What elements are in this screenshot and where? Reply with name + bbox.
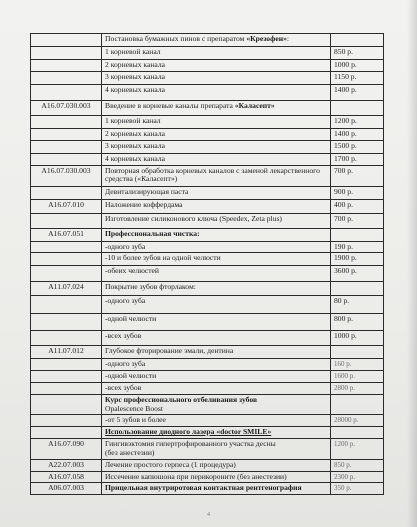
service-code: A16.07.010 [31, 199, 102, 213]
service-code [31, 331, 102, 346]
service-name-part: Девитализирующая паста [105, 186, 189, 196]
service-code [31, 116, 102, 129]
service-price: 1400 р. [331, 129, 384, 141]
service-price [331, 394, 384, 414]
service-name [102, 199, 331, 213]
service-name-part: -10 и более зубов на одной челюсти [105, 253, 221, 263]
price-row [31, 241, 384, 253]
price-row [31, 282, 384, 296]
service-name-part: (без анестезии) [105, 447, 155, 457]
service-price [331, 34, 384, 47]
service-price: 2300 р. [331, 471, 384, 483]
service-name [102, 72, 331, 85]
service-name [102, 439, 331, 460]
service-name [102, 427, 331, 439]
service-code [31, 34, 102, 47]
service-name [102, 85, 331, 101]
service-code [31, 427, 102, 439]
service-code: A16.07.030.003 [31, 101, 102, 116]
service-name-part: Лечение простого герпеса (1 процедура) [105, 460, 236, 470]
service-name [102, 383, 331, 395]
service-price: 1200 р. [331, 439, 384, 460]
service-name [102, 282, 331, 296]
price-row [31, 129, 384, 141]
price-row [31, 439, 384, 460]
service-price: 80 р. [331, 296, 384, 314]
service-name-part: -всех зубов [105, 383, 142, 393]
service-name-part: 1 корневой канал [105, 47, 161, 56]
price-row [31, 359, 384, 371]
service-code [31, 154, 102, 166]
service-name-part: Курс профессионального отбеливания зубов [105, 394, 258, 404]
service-code [31, 253, 102, 266]
service-name-part: -от 5 зубов и более [105, 415, 166, 425]
service-price: 160 р. [331, 359, 384, 371]
service-code [31, 415, 102, 427]
service-name-part: -одного зуба [105, 241, 146, 251]
service-code [31, 371, 102, 383]
service-price: 1400 р. [331, 85, 384, 101]
service-name [102, 314, 331, 331]
service-name-part: «Крезофен» [246, 34, 287, 43]
service-name [102, 101, 331, 116]
price-row [31, 253, 384, 266]
service-name [102, 359, 331, 371]
service-name [102, 129, 331, 141]
service-code [31, 213, 102, 228]
service-name-part: Прицельная внутриротовая контактная рентгенография [105, 483, 302, 493]
service-code [31, 359, 102, 371]
price-row [31, 383, 384, 395]
service-price: 400 р. [331, 199, 384, 213]
service-name-part: Иссечение капюшона при перикороните (без анестезии) [105, 471, 287, 481]
service-price [331, 282, 384, 296]
price-row [31, 85, 384, 101]
service-name-part: Использование диодного лазера «doctor SMILE» [105, 427, 272, 437]
price-row [31, 346, 384, 359]
service-name [102, 60, 331, 72]
service-name-part: -обеих челюстей [105, 266, 159, 276]
service-name [102, 296, 331, 314]
service-price [331, 427, 384, 439]
price-row [31, 427, 384, 439]
service-name [102, 253, 331, 266]
service-code: A06.07.003 [31, 483, 102, 495]
service-name-part: Постановка бумажных пинов с препаратом [105, 34, 247, 43]
price-row [31, 331, 384, 346]
service-code [31, 383, 102, 395]
service-price: 1000 р. [331, 60, 384, 72]
service-code: A11.07.024 [31, 282, 102, 296]
service-name-part: Покрытие зубов фторлаком: [105, 282, 196, 292]
service-name [102, 415, 331, 427]
price-row [31, 228, 384, 241]
service-code: A16.07.030.003 [31, 165, 102, 186]
service-name-part: Глубокое фторирование эмали, дентина [105, 346, 234, 356]
page-edge-shadow [407, 0, 417, 527]
price-row [31, 165, 384, 186]
service-name [102, 154, 331, 166]
price-row [31, 314, 384, 331]
service-name-part: -всех зубов [105, 331, 142, 341]
service-name [102, 186, 331, 199]
service-code [31, 72, 102, 85]
service-name-part: «Каласепт» [234, 101, 275, 110]
service-code: A11.07.012 [31, 346, 102, 359]
service-price: 700 р. [331, 213, 384, 228]
service-code: A16.07.090 [31, 439, 102, 460]
service-name [102, 371, 331, 383]
service-name [102, 394, 331, 414]
service-code [31, 266, 102, 282]
service-name [102, 47, 331, 60]
service-name [102, 141, 331, 154]
service-code: A16.07.051 [31, 228, 102, 241]
price-row [31, 296, 384, 314]
service-name-part: -одной челюсти [105, 371, 157, 381]
price-row [31, 199, 384, 213]
page-number: 4 [207, 512, 210, 518]
price-row [31, 34, 384, 47]
service-code [31, 60, 102, 72]
service-name-part: -одного зуба [105, 296, 146, 306]
service-name-part: Opalescence Boost [105, 403, 163, 413]
service-name-part: Наложение коффердама [105, 199, 183, 209]
service-price [331, 346, 384, 359]
service-name [102, 460, 331, 472]
service-name-part: Повторная обработка корневых каналов с заменой лекарственного средства («Каласепт») [105, 165, 320, 184]
service-name-part: 3 корневых канала [105, 72, 166, 81]
service-price: 1150 р. [331, 72, 384, 85]
service-name [102, 266, 331, 282]
service-price [331, 101, 384, 116]
service-name-part: 2 корневых канала [105, 129, 166, 138]
service-name-part: Профессиональная чистка: [105, 228, 200, 238]
price-row [31, 47, 384, 60]
service-name-part: 3 корневых канала [105, 141, 166, 150]
price-row [31, 116, 384, 129]
service-name-part: 4 корневых канала [105, 154, 166, 163]
service-price: 1700 р. [331, 154, 384, 166]
service-price: 850 р. [331, 460, 384, 472]
service-price: 1000 р. [331, 331, 384, 346]
service-code [31, 296, 102, 314]
service-price: 1500 р. [331, 141, 384, 154]
service-price: 2800 р. [331, 383, 384, 395]
price-row [31, 471, 384, 483]
service-price: 1600 р. [331, 371, 384, 383]
service-name-part: 1 корневой канал [105, 116, 161, 125]
price-row [31, 141, 384, 154]
service-code: A16.07.058 [31, 471, 102, 483]
service-code [31, 241, 102, 253]
price-row [31, 213, 384, 228]
service-price: 700 р. [331, 165, 384, 186]
service-price [331, 228, 384, 241]
service-name-part: 4 корневых канала [105, 85, 166, 94]
service-name [102, 165, 331, 186]
service-price: 800 р. [331, 314, 384, 331]
price-row [31, 101, 384, 116]
service-name [102, 331, 331, 346]
price-row [31, 460, 384, 472]
price-row [31, 154, 384, 166]
service-name [102, 34, 331, 47]
service-code [31, 141, 102, 154]
service-code [31, 47, 102, 60]
price-table [30, 33, 384, 495]
service-name [102, 228, 331, 241]
service-code [31, 85, 102, 101]
price-row [31, 72, 384, 85]
price-row [31, 266, 384, 282]
service-name [102, 471, 331, 483]
service-price: 1200 р. [331, 116, 384, 129]
service-price: 190 р. [331, 241, 384, 253]
service-name [102, 213, 331, 228]
service-code [31, 394, 102, 414]
service-name [102, 483, 331, 495]
price-row [31, 186, 384, 199]
service-price: 350 р. [331, 483, 384, 495]
service-code [31, 314, 102, 331]
price-row [31, 371, 384, 383]
service-price: 1900 р. [331, 253, 384, 266]
service-name-part: Введение в корневые каналы препарата [105, 101, 235, 110]
price-row [31, 483, 384, 495]
service-price: 850 р. [331, 47, 384, 60]
service-price: 28000 р. [331, 415, 384, 427]
service-code [31, 129, 102, 141]
service-name-part: -одной челюсти [105, 314, 157, 324]
service-name [102, 346, 331, 359]
service-price: 900 р. [331, 186, 384, 199]
service-name-part: : [286, 34, 289, 43]
service-name [102, 116, 331, 129]
service-name-part: Изготовление силиконового ключа (Speedex, Zeta plus) [105, 213, 282, 223]
price-table-body [31, 34, 384, 495]
service-name-part: -одного зуба [105, 359, 146, 369]
service-name-part: Гингивэктомия гипертрофированного участка десны [105, 439, 276, 449]
service-name [102, 241, 331, 253]
service-code: A22.07.003 [31, 460, 102, 472]
service-name-part: 2 корневых канала [105, 60, 166, 69]
price-row [31, 394, 384, 414]
price-row [31, 415, 384, 427]
service-code [31, 186, 102, 199]
service-price: 3600 р. [331, 266, 384, 282]
price-row [31, 60, 384, 72]
